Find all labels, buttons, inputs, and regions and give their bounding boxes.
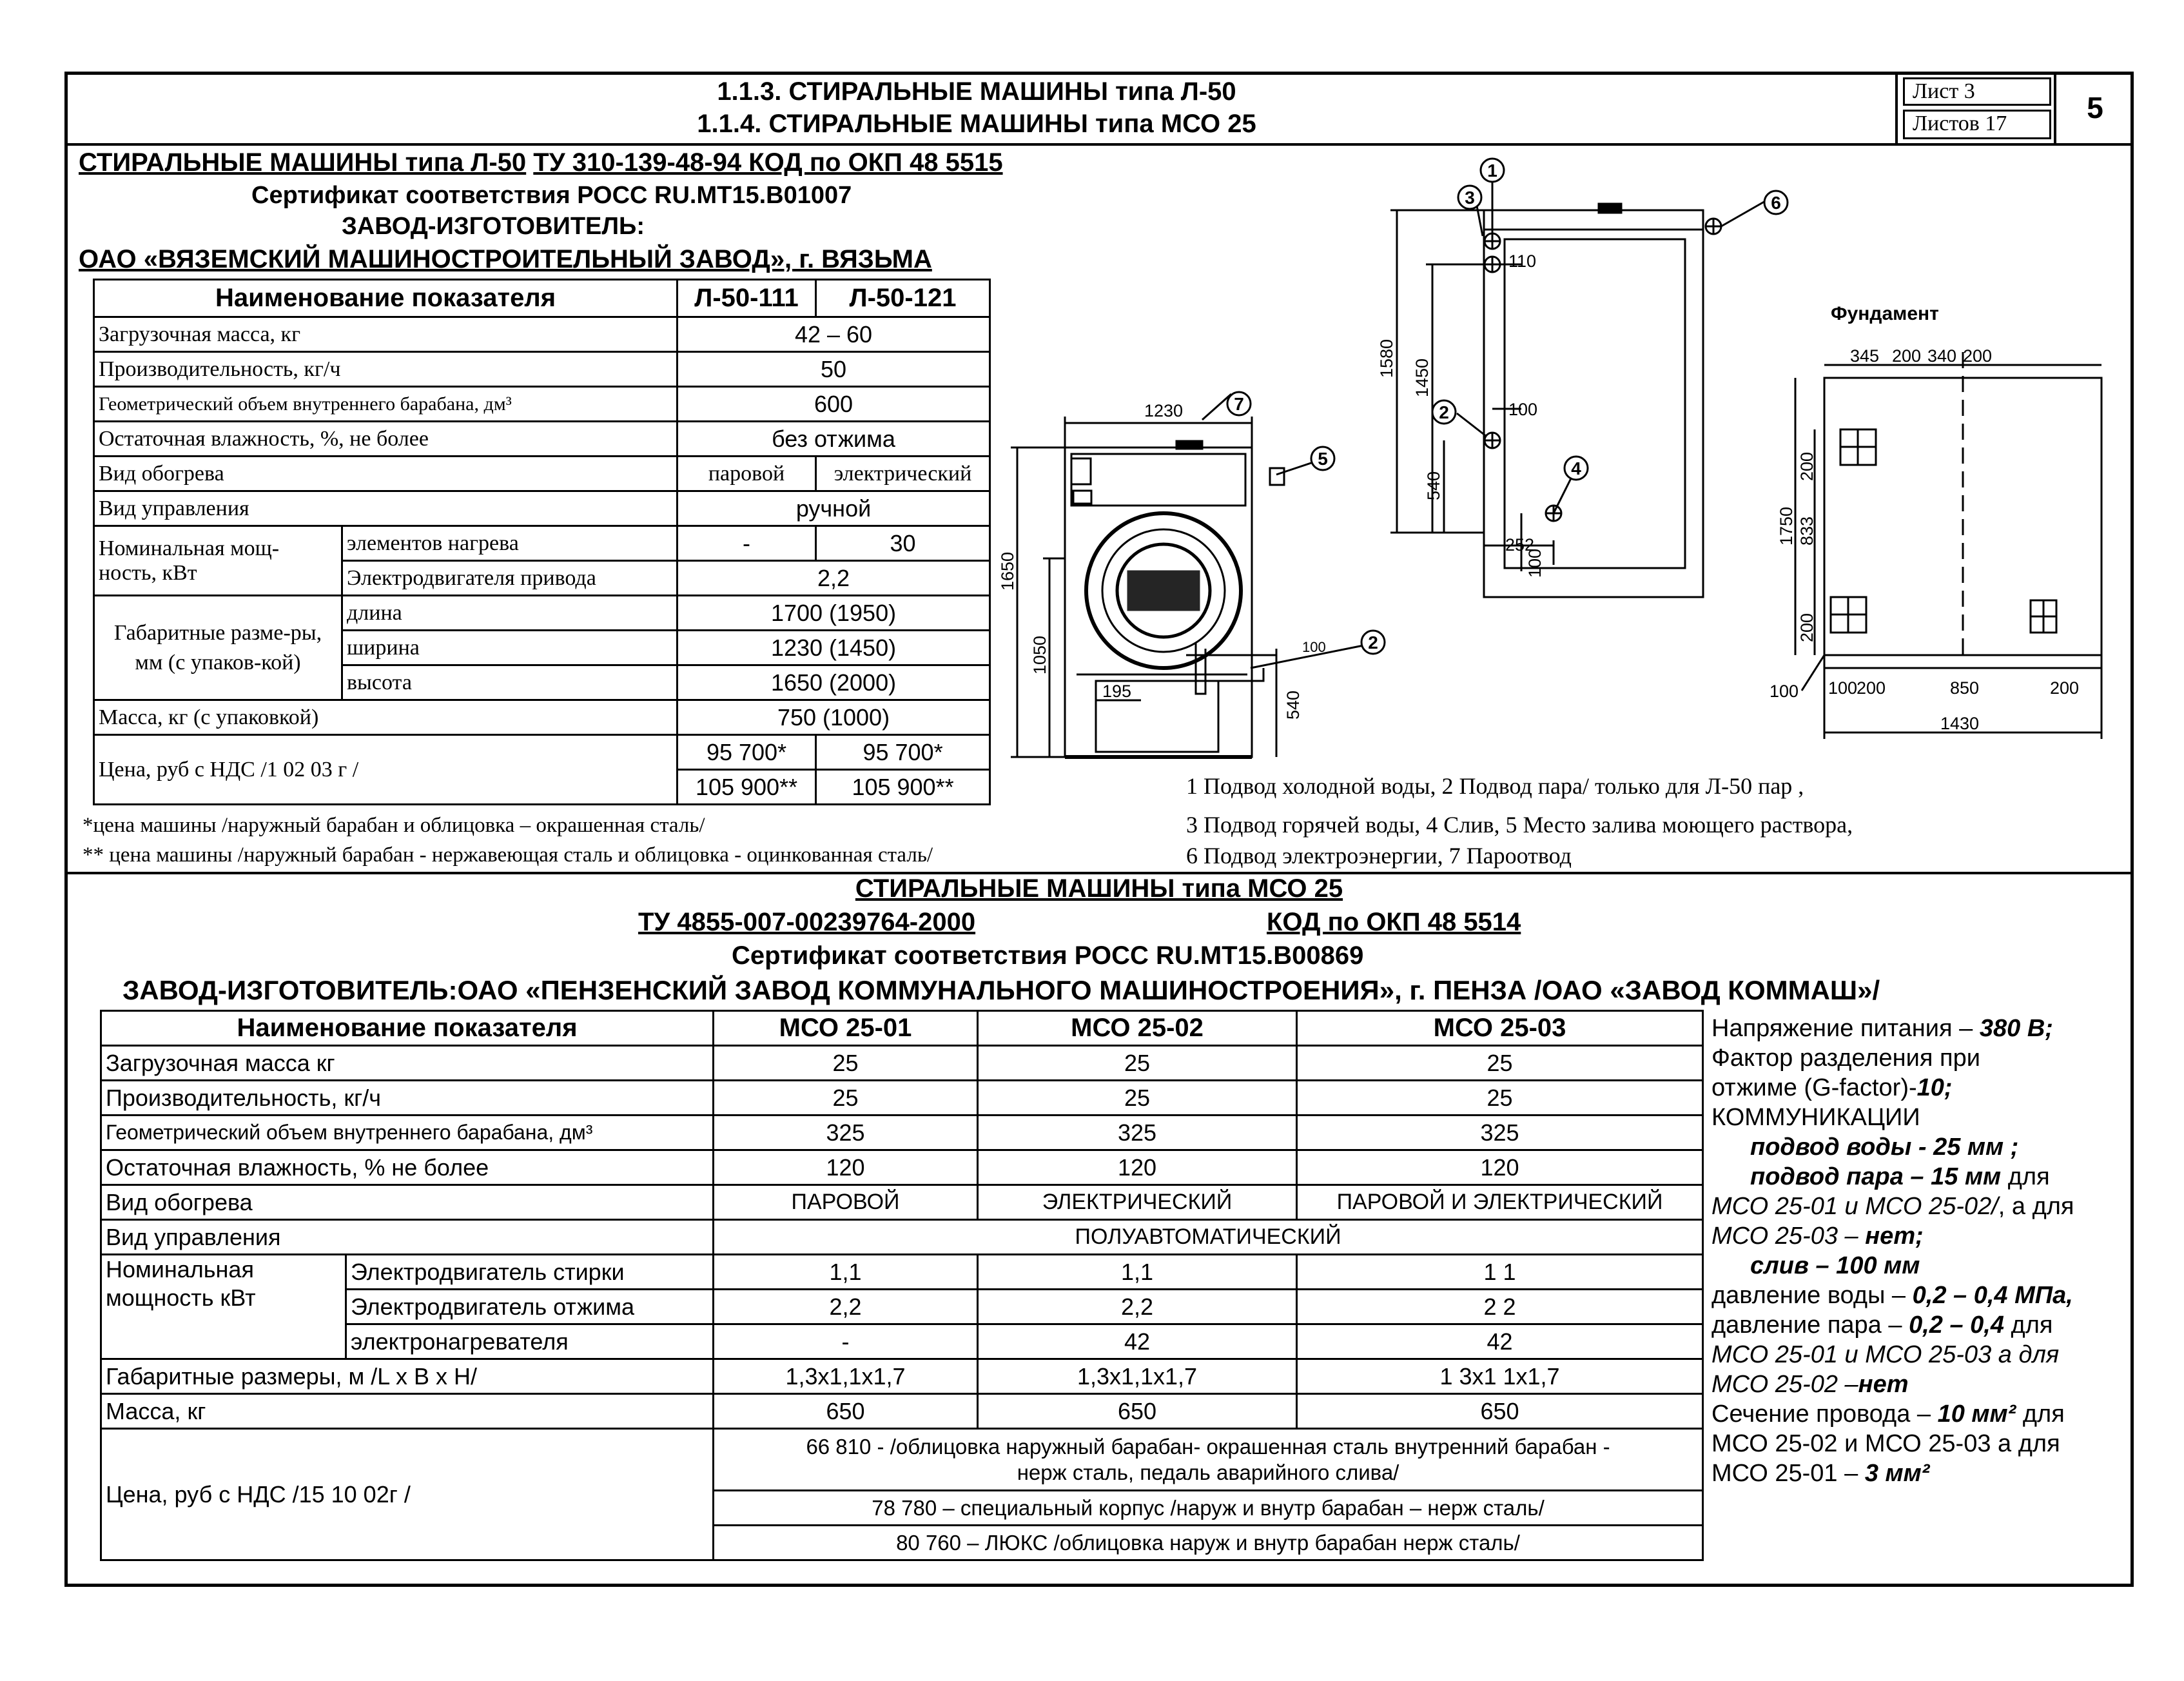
side-communications: КОММУНИКАЦИИ (1711, 1104, 1920, 1131)
fund-833: 833 (1797, 516, 1817, 546)
mso-vol-03: 325 (1297, 1116, 1703, 1150)
l50-row-perf: Производительность, кг/ч (94, 352, 678, 387)
l50-dim-width-value: 1230 (1450) (678, 631, 990, 665)
side-steam-none-value: нет; (1865, 1223, 1924, 1250)
mso-moist-02: 120 (978, 1150, 1297, 1185)
mso-col-02: МСО 25-02 (978, 1011, 1297, 1046)
mso-dims-02: 1,3x1,1x1,7 (978, 1359, 1297, 1394)
fund-200-b: 200 (1963, 346, 1993, 366)
side-wire-for: для (2016, 1401, 2065, 1428)
fund-1430: 1430 (1940, 714, 1980, 733)
fund-200-d: 200 (2050, 678, 2080, 698)
legend-line-3: 6 Подвод электроэнергии, 7 Пароотвод (1186, 843, 1572, 869)
l50-control-value: ручной (678, 491, 990, 526)
l50-row-price: Цена, руб с НДС /1 02 03 г / (94, 735, 678, 805)
side-water-pressure (1711, 1281, 2130, 1310)
mso-moist-01: 120 (714, 1150, 978, 1185)
side-steam-pressure-models: МСО 25-01 и МСО 25-03 а для (1711, 1341, 2060, 1368)
mso-wash-02: 1,1 (978, 1255, 1297, 1290)
l50-power-heaters-121: 30 (816, 526, 990, 561)
mso-row-load: Загрузочная масса кг (101, 1046, 714, 1081)
l50-price-111-1: 95 700* (678, 735, 816, 770)
side-wire-small-value: 3 мм² (1864, 1460, 1930, 1487)
callout-4: 4 (1571, 458, 1581, 478)
dim-100-front: 100 (1302, 639, 1326, 655)
side-steam-inlet (1711, 1162, 2130, 1192)
l50-dim-length-value: 1700 (1950) (678, 596, 990, 631)
dim-1450: 1450 (1412, 358, 1432, 397)
mso-okp: КОД по ОКП 48 5514 (1267, 908, 1521, 936)
sheet-count: Листов 17 (1903, 110, 2051, 139)
mso-perf-01: 25 (714, 1081, 978, 1116)
l50-load-value: 42 – 60 (678, 317, 990, 352)
l50-heading-tu: ТУ 310-139-48-94 КОД по ОКП 48 5515 (533, 148, 1003, 177)
mso-dims-01: 1,3x1,1x1,7 (714, 1359, 978, 1394)
callout-1: 1 (1487, 161, 1497, 181)
fund-345: 345 (1850, 346, 1880, 366)
mso-side-notes (1711, 1014, 2130, 1488)
mso-price-1-line-2: нерж сталь, педаль аварийного слива/ (1017, 1460, 1399, 1484)
l50-mass-value: 750 (1000) (678, 700, 990, 735)
mso-load-01: 25 (714, 1046, 978, 1081)
mso-control-value: ПОЛУАВТОМАТИЧЕСКИЙ (714, 1220, 1703, 1255)
mso-spin-03: 2 2 (1297, 1290, 1703, 1324)
section-title-l50: 1.1.3. СТИРАЛЬНЫЕ МАШИНЫ типа Л-50 (717, 77, 1236, 106)
mso-col-03: МСО 25-03 (1297, 1011, 1703, 1046)
l50-perf-value: 50 (678, 352, 990, 387)
dim-195: 195 (1102, 682, 1132, 701)
dim-100-bottom: 100 (1525, 548, 1545, 578)
callout-2-front: 2 (1368, 633, 1378, 653)
side-steam-pressure-none-value: нет (1858, 1371, 1909, 1398)
mso-row-dimensions: Габаритные размеры, м /L x B x H/ (101, 1359, 714, 1394)
mso-price-2: 78 780 – специальный корпус /наруж и внутр барабан – нерж сталь/ (714, 1491, 1703, 1526)
l50-heating-121: электрический (816, 457, 990, 491)
l50-heading (79, 148, 1003, 177)
l50-dim-length: длина (342, 596, 678, 631)
side-steam-pressure-none-model: МСО 25-02 – (1711, 1371, 1858, 1398)
mso-row-volume: Геометрический объем внутреннего барабана, дм³ (101, 1116, 714, 1150)
mso-motor-spin: Электродвигатель отжима (346, 1290, 714, 1324)
side-water-pressure-label: давление воды – (1711, 1282, 1913, 1309)
l50-moisture-value: без отжима (678, 422, 990, 457)
mso-maker: ЗАВОД-ИЗГОТОВИТЕЛЬ:ОАО «ПЕНЗЕНСКИЙ ЗАВОД КОММУНАЛЬНОГО МАШИНОСТРОЕНИЯ», г. ПЕНЗА /ОАО «ЗАВОД КОММАШ»/ (122, 975, 1880, 1005)
mso-col-name: Наименование показателя (101, 1011, 714, 1046)
mso-moist-03: 120 (1297, 1150, 1703, 1185)
mso-row-mass: Масса, кг (101, 1394, 714, 1429)
mso-wash-03: 1 1 (1297, 1255, 1703, 1290)
l50-maker-label: ЗАВОД-ИЗГОТОВИТЕЛЬ: (342, 213, 645, 240)
dim-1230: 1230 (1144, 401, 1184, 420)
dim-1650: 1650 (998, 551, 1017, 591)
l50-power-heaters-111: - (678, 526, 816, 561)
dim-100-side: 100 (1508, 400, 1538, 419)
side-steam-none (1711, 1221, 2130, 1251)
mso-row-heating: Вид обогрева (101, 1185, 714, 1220)
l50-row-load: Загрузочная масса, кг (94, 317, 678, 352)
side-steam-pressure-none (1711, 1370, 2130, 1399)
side-steam-pressure-value: 0,2 – 0,4 (1909, 1312, 2004, 1339)
side-gfactor-1: Фактор разделения при (1711, 1045, 1980, 1072)
side-voltage (1711, 1014, 2130, 1043)
mso-row-perf: Производительность, кг/ч (101, 1081, 714, 1116)
mso-heater-03: 42 (1297, 1324, 1703, 1359)
legend-line-2: 3 Подвод горячей воды, 4 Слив, 5 Место залива моющего раствора, (1186, 812, 1853, 838)
fund-100-a: 100 (1770, 682, 1799, 701)
fund-200-v1: 200 (1797, 451, 1817, 481)
callout-3: 3 (1465, 188, 1475, 208)
fund-1750: 1750 (1777, 506, 1796, 546)
fund-100-b: 100 (1828, 678, 1858, 698)
side-view (1390, 159, 1766, 597)
l50-table (93, 279, 991, 805)
side-steam-models (1711, 1192, 2130, 1221)
mso-perf-02: 25 (978, 1081, 1297, 1116)
l50-dim-width: ширина (342, 631, 678, 665)
l50-dim-height: высота (342, 665, 678, 700)
l50-maker: ОАО «ВЯЗЕМСКИЙ МАШИНОСТРОИТЕЛЬНЫЙ ЗАВОД», г. ВЯЗЬМА (79, 245, 932, 273)
l50-row-heating: Вид обогрева (94, 457, 678, 491)
l50-note-1: *цена машины /наружный барабан и облицовка – окрашенная сталь/ (83, 814, 705, 837)
mso-price-3: 80 760 – ЛЮКС /облицовка наруж и внутр барабан нерж сталь/ (714, 1526, 1703, 1560)
mso-table (100, 1010, 1704, 1561)
fund-200-c: 200 (1857, 678, 1886, 698)
l50-price-121-2: 105 900** (816, 770, 990, 805)
mso-heater: электронагревателя (346, 1324, 714, 1359)
mso-vol-02: 325 (978, 1116, 1297, 1150)
mso-perf-03: 25 (1297, 1081, 1703, 1116)
dim-110: 110 (1508, 251, 1537, 271)
side-wire-small-model: МСО 25-01 – (1711, 1460, 1865, 1487)
mso-certificate: Сертификат соответствия РОСС RU.MT15.B00869 (732, 941, 1364, 970)
side-wire-value: 10 мм² (1937, 1401, 2016, 1428)
l50-certificate: Сертификат соответствия РОСС RU.MT15.B01007 (251, 182, 852, 209)
mso-load-03: 25 (1297, 1046, 1703, 1081)
l50-price-121-1: 95 700* (816, 735, 990, 770)
l50-heading-type: СТИРАЛЬНЫЕ МАШИНЫ типа Л-50 (79, 148, 527, 177)
callout-7: 7 (1234, 394, 1244, 414)
side-steam-value: подвод пара – 15 мм (1750, 1163, 2002, 1190)
callout-6: 6 (1771, 193, 1781, 213)
mso-row-price: Цена, руб с НДС /15 10 02г / (101, 1429, 714, 1560)
l50-note-2: ** цена машины /наружный барабан - нержавеющая сталь и облицовка - оцинкованная сталь/ (83, 843, 933, 867)
side-voltage-label: Напряжение питания – (1711, 1015, 1980, 1042)
side-steam-models-list: МСО 25-01 и МСО 25-02/ (1711, 1193, 1998, 1220)
sheet-number: Лист 3 (1903, 77, 2051, 106)
l50-row-volume: Геометрический объем внутреннего барабана, дм³ (94, 387, 678, 422)
fundament-title: Фундамент (1831, 303, 1939, 324)
mso-tu: ТУ 4855-007-00239764-2000 (638, 908, 976, 936)
side-steam-models-and: , а для (1998, 1193, 2074, 1220)
dim-252: 252 (1505, 535, 1535, 555)
mso-motor-wash: Электродвигатель стирки (346, 1255, 714, 1290)
mso-row-moisture: Остаточная влажность, % не более (101, 1150, 714, 1185)
mso-row-control: Вид управления (101, 1220, 714, 1255)
l50-col-111: Л-50-111 (678, 280, 816, 317)
l50-price-111-2: 105 900** (678, 770, 816, 805)
l50-row-power: Номинальная мощ-ность, кВт (94, 526, 342, 596)
fund-340: 340 (1927, 346, 1957, 366)
side-water-inlet: подвод воды - 25 мм ; (1750, 1134, 2019, 1161)
mso-price-1 (714, 1429, 1703, 1491)
side-gfactor-value: 10; (1916, 1074, 1953, 1101)
mso-mass-02: 650 (978, 1394, 1297, 1429)
mso-col-01: МСО 25-01 (714, 1011, 978, 1046)
l50-dim-height-value: 1650 (2000) (678, 665, 990, 700)
dim-540-front: 540 (1283, 690, 1303, 720)
callout-5: 5 (1318, 449, 1328, 469)
fund-850: 850 (1950, 678, 1980, 698)
mso-heat-01: ПАРОВОЙ (714, 1185, 978, 1220)
side-steam-for: для (2001, 1163, 2050, 1190)
dim-540-side: 540 (1424, 471, 1443, 500)
side-steam-pressure-for: для (2004, 1312, 2053, 1339)
l50-row-moisture: Остаточная влажность, %, не более (94, 422, 678, 457)
side-steam-none-model: МСО 25-03 – (1711, 1223, 1866, 1250)
l50-col-121: Л-50-121 (816, 280, 990, 317)
callout-2-side: 2 (1439, 402, 1449, 422)
technical-drawings (993, 146, 2127, 861)
legend-line-1: 1 Подвод холодной воды, 2 Подвод пара/ только для Л-50 пар , (1186, 773, 1804, 799)
l50-volume-value: 600 (678, 387, 990, 422)
l50-col-name: Наименование показателя (94, 280, 678, 317)
l50-power-motor-value: 2,2 (678, 561, 990, 596)
side-voltage-value: 380 В; (1979, 1015, 2053, 1042)
side-gfactor-label: отжиме (G-factor)- (1711, 1074, 1917, 1101)
side-steam-pressure-label: давление пара – (1711, 1312, 1909, 1339)
fund-200-v2: 200 (1797, 613, 1817, 642)
side-wire-models: МСО 25-02 и МСО 25-03 а для (1711, 1430, 2060, 1457)
side-wire-small (1711, 1459, 2130, 1488)
side-wire-section (1711, 1399, 2130, 1429)
mso-spin-01: 2,2 (714, 1290, 978, 1324)
header-vline (1895, 72, 1898, 146)
mso-wash-01: 1,1 (714, 1255, 978, 1290)
side-gfactor-2 (1711, 1073, 2130, 1103)
dimension-labels (998, 251, 2079, 733)
side-drain: слив – 100 мм (1750, 1252, 1920, 1279)
l50-power-heaters: элементов нагрева (342, 526, 678, 561)
l50-power-motor: Электродвигателя привода (342, 561, 678, 596)
mso-spin-02: 2,2 (978, 1290, 1297, 1324)
l50-row-dimensions: Габаритные разме-ры, мм (с упаков-кой) (94, 596, 342, 700)
callout-numbers (1234, 161, 1781, 653)
side-steam-pressure (1711, 1310, 2130, 1340)
side-wire-label: Сечение провода – (1711, 1401, 1938, 1428)
front-view (1011, 394, 1363, 757)
mso-load-02: 25 (978, 1046, 1297, 1081)
section-title-mso: 1.1.4. СТИРАЛЬНЫЕ МАШИНЫ типа МСО 25 (697, 110, 1256, 138)
mso-vol-01: 325 (714, 1116, 978, 1150)
side-water-pressure-value: 0,2 – 0,4 МПа, (1912, 1282, 2073, 1309)
mso-heater-01: - (714, 1324, 978, 1359)
l50-heating-111: паровой (678, 457, 816, 491)
dim-1050: 1050 (1030, 635, 1049, 674)
mso-heat-03: ПАРОВОЙ И ЭЛЕКТРИЧЕСКИЙ (1297, 1185, 1703, 1220)
mso-mass-01: 650 (714, 1394, 978, 1429)
mso-heater-02: 42 (978, 1324, 1297, 1359)
dim-1580: 1580 (1377, 339, 1396, 378)
mso-price-1-line-1: 66 810 - /облицовка наружный барабан- окрашенная сталь внутренний барабан - (806, 1434, 1610, 1459)
mso-title: СТИРАЛЬНЫЕ МАШИНЫ типа МСО 25 (855, 874, 1343, 903)
page-number: 5 (2087, 91, 2103, 124)
l50-row-mass: Масса, кг (с упаковкой) (94, 700, 678, 735)
mso-dims-03: 1 3x1 1x1,7 (1297, 1359, 1703, 1394)
l50-row-control: Вид управления (94, 491, 678, 526)
mso-row-power: Номинальная мощность кВт (101, 1255, 346, 1359)
fund-200-a: 200 (1892, 346, 1922, 366)
mso-heat-02: ЭЛЕКТРИЧЕСКИЙ (978, 1185, 1297, 1220)
mso-mass-03: 650 (1297, 1394, 1703, 1429)
